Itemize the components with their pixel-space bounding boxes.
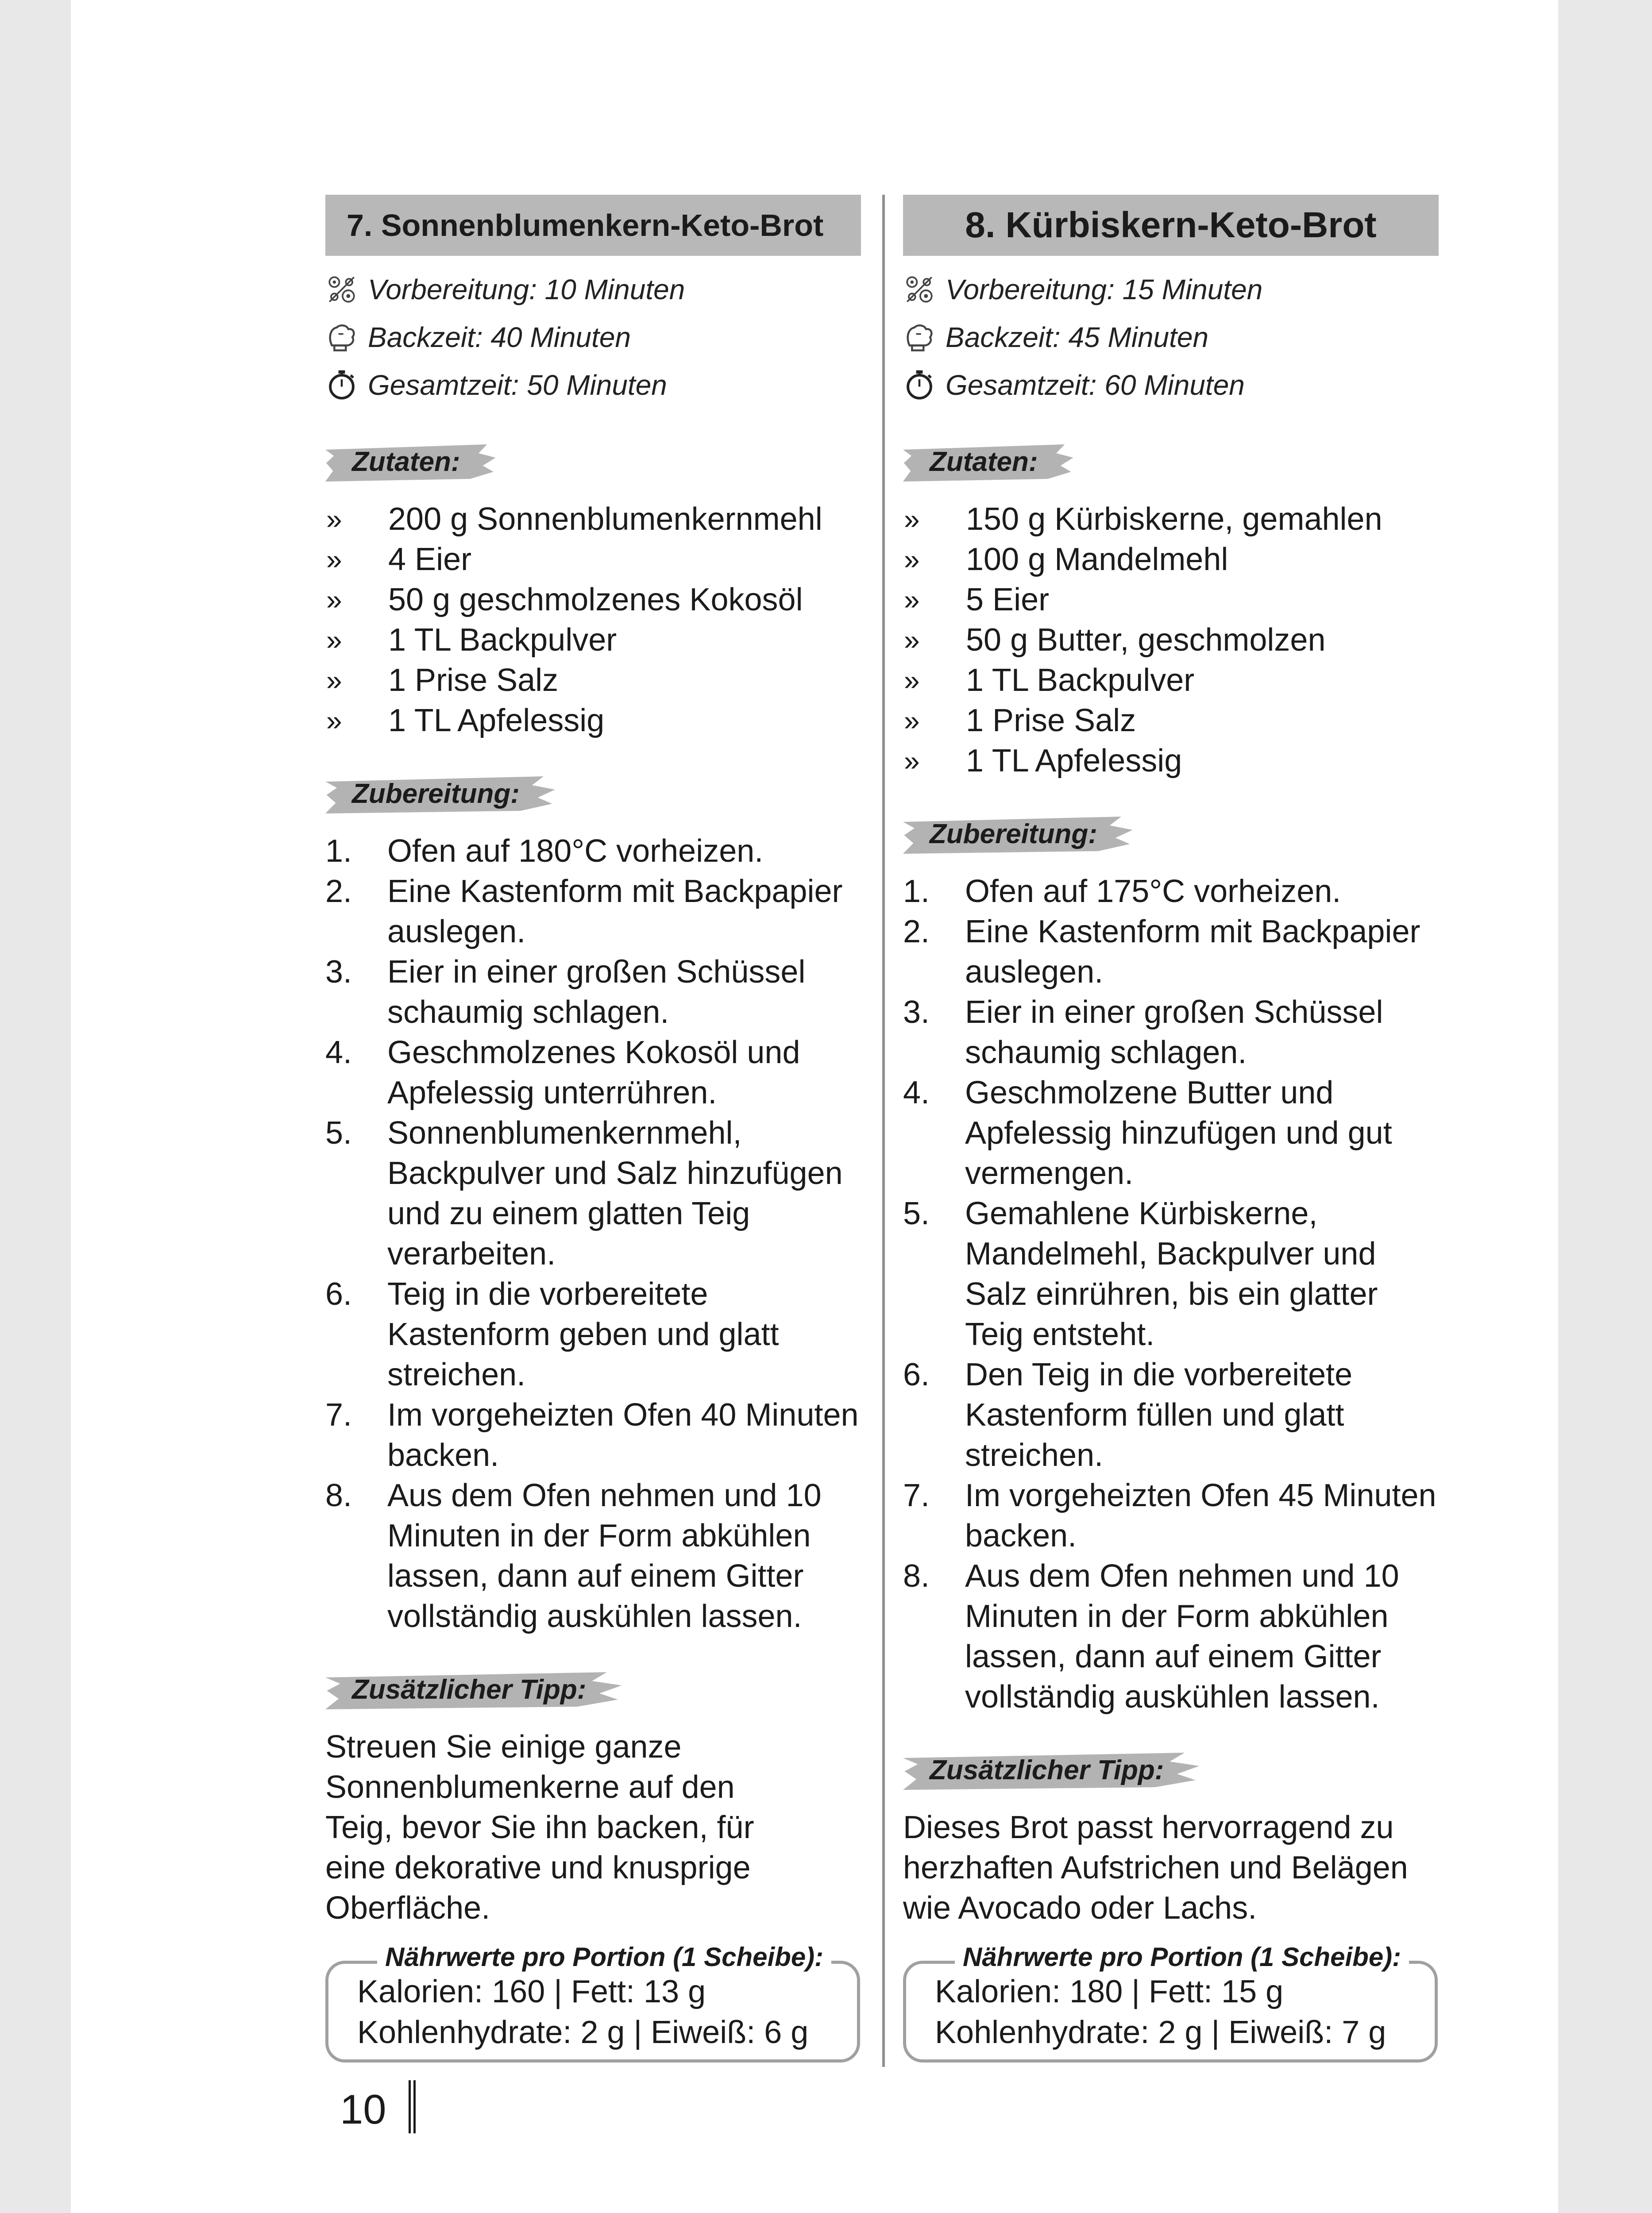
list-item: » 1 TL Apfelessig <box>904 743 1182 779</box>
oven-mitt-icon <box>903 321 936 354</box>
book-page <box>71 0 1558 2213</box>
nutrition-line-2: Kohlenhydrate: 2 g | Eiweiß: 7 g <box>935 2015 1386 2050</box>
bake-time-row <box>325 313 861 361</box>
step-item: 8. Aus dem Ofen nehmen und 10 Minuten in der Form abkühlen lassen, dann auf einem Gitter vollständig auskühlen lassen. <box>903 1558 1399 1715</box>
step-item: 1. Ofen auf 180°C vorheizen. <box>325 833 764 869</box>
list-item: » 1 TL Backpulver <box>326 622 617 658</box>
tip-label: Zusätzlicher Tipp: <box>325 1668 621 1712</box>
prep-mix-icon <box>903 273 936 306</box>
bake-time-row <box>903 313 1439 361</box>
recipe-left <box>325 195 861 1928</box>
nutrition-line-1: Kalorien: 160 | Fett: 13 g <box>357 1974 706 2009</box>
ingredients-label: Zutaten: <box>325 440 496 484</box>
stopwatch-icon <box>903 369 936 401</box>
list-item: » 1 Prise Salz <box>326 663 559 698</box>
total-time-row <box>903 361 1439 409</box>
list-item: » 4 Eier <box>326 542 472 577</box>
recipe-title: 8. Kürbiskern-Keto-Brot <box>903 195 1439 256</box>
recipe-meta <box>903 266 1439 409</box>
step-item: 7. Im vorgeheizten Ofen 40 Minuten backen. <box>325 1397 859 1473</box>
recipe-right <box>903 195 1439 1928</box>
nutrition-title: Nährwerte pro Portion (1 Scheibe): <box>955 1942 1409 1972</box>
step-item: 5. Gemahlene Kürbiskerne, Mandelmehl, Backpulver und Salz einrühren, bis ein glatter Teig entsteht. <box>903 1196 1378 1352</box>
step-item: 3. Eier in einer großen Schüssel schaumig schlagen. <box>903 995 1383 1070</box>
ingredients-list <box>325 499 861 741</box>
list-item: » 1 Prise Salz <box>904 703 1136 738</box>
nutrition-box <box>325 1942 860 2063</box>
list-item: » 1 TL Apfelessig <box>326 703 605 738</box>
list-item: » 100 g Mandelmehl <box>904 542 1228 577</box>
ingredients-list <box>903 499 1439 781</box>
tip-text: Dieses Brot passt hervorragend zu herzhaften Aufstrichen und Belägen wie Avocado oder Lachs. <box>903 1810 1408 1926</box>
step-item: 2. Eine Kastenform mit Backpapier auslegen. <box>325 874 843 949</box>
total-time: Gesamtzeit: 50 Minuten <box>368 369 667 401</box>
list-item: » 50 g Butter, geschmolzen <box>904 622 1326 658</box>
step-item: 1. Ofen auf 175°C vorheizen. <box>903 874 1341 909</box>
page-number-rule <box>409 2080 417 2133</box>
list-item: » 5 Eier <box>904 582 1050 617</box>
page-number: 10 <box>340 2086 386 2132</box>
nutrition-line-2: Kohlenhydrate: 2 g | Eiweiß: 6 g <box>357 2015 809 2050</box>
preparation-steps <box>903 871 1439 1717</box>
preparation-steps <box>325 831 861 1637</box>
bake-time: Backzeit: 40 Minuten <box>368 321 631 353</box>
nutrition-box <box>903 1942 1438 2063</box>
total-time-row <box>325 361 861 409</box>
step-item: 6. Teig in die vorbereitete Kastenform geben und glatt streichen. <box>325 1276 779 1392</box>
step-item: 6. Den Teig in die vorbereitete Kastenform füllen und glatt streichen. <box>903 1357 1353 1473</box>
step-item: 2. Eine Kastenform mit Backpapier auslegen. <box>903 914 1420 990</box>
step-item: 5. Sonnenblumenkernmehl, Backpulver und Salz hinzufügen und zu einem glatten Teig verarbeiten. <box>325 1115 843 1272</box>
list-item: » 150 g Kürbiskerne, gemahlen <box>904 501 1382 537</box>
tip-text: Streuen Sie einige ganze Sonnenblumenkerne auf den Teig, bevor Sie ihn backen, für eine dekorative und knusprige Oberfläche. <box>325 1729 754 1926</box>
list-item: » 50 g geschmolzenes Kokosöl <box>326 582 803 617</box>
step-item: 7. Im vorgeheizten Ofen 45 Minuten backen. <box>903 1478 1436 1554</box>
step-item: 3. Eier in einer großen Schüssel schaumig schlagen. <box>325 954 806 1030</box>
prep-time-row <box>325 266 861 313</box>
nutrition-title: Nährwerte pro Portion (1 Scheibe): <box>377 1942 831 1972</box>
preparation-label: Zubereitung: <box>325 772 555 816</box>
prep-time: Vorbereitung: 15 Minuten <box>946 274 1263 305</box>
oven-mitt-icon <box>325 321 358 354</box>
prep-time-row <box>903 266 1439 313</box>
prep-time: Vorbereitung: 10 Minuten <box>368 274 685 305</box>
recipe-meta <box>325 266 861 409</box>
list-item: » 1 TL Backpulver <box>904 663 1195 698</box>
stopwatch-icon <box>325 369 358 401</box>
preparation-label: Zubereitung: <box>903 812 1133 856</box>
ingredients-label: Zutaten: <box>903 440 1073 484</box>
step-item: 4. Geschmolzenes Kokosöl und Apfelessig unterrühren. <box>325 1035 800 1110</box>
step-item: 4. Geschmolzene Butter und Apfelessig hinzufügen und gut vermengen. <box>903 1075 1392 1191</box>
total-time: Gesamtzeit: 60 Minuten <box>946 369 1245 401</box>
prep-mix-icon <box>325 273 358 306</box>
bake-time: Backzeit: 45 Minuten <box>946 321 1209 353</box>
tip-label: Zusätzlicher Tipp: <box>903 1748 1199 1793</box>
nutrition-line-1: Kalorien: 180 | Fett: 15 g <box>935 1974 1284 2009</box>
recipe-title: 7. Sonnenblumenkern-Keto-Brot <box>325 195 861 256</box>
column-divider <box>882 195 885 2067</box>
step-item: 8. Aus dem Ofen nehmen und 10 Minuten in der Form abkühlen lassen, dann auf einem Gitter vollständig auskühlen lassen. <box>325 1478 822 1634</box>
list-item: » 200 g Sonnenblumenkernmehl <box>326 501 822 537</box>
